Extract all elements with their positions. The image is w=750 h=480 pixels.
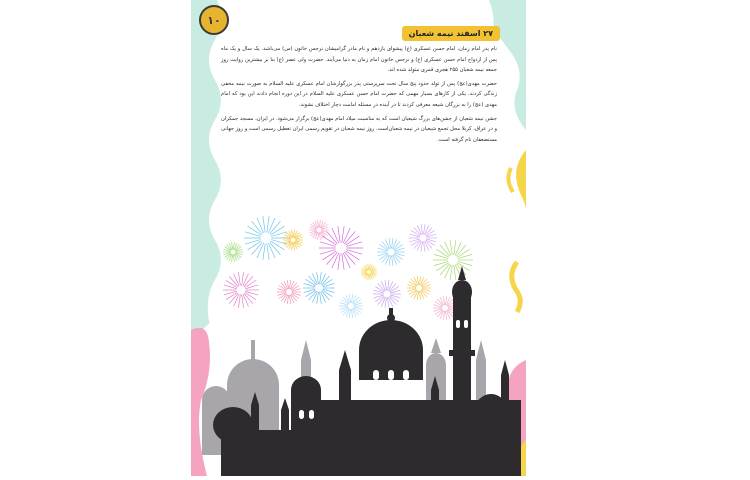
book-page [191, 0, 526, 476]
firework-burst [223, 242, 243, 262]
firework-burst [409, 224, 437, 252]
firework-burst [361, 264, 377, 280]
paragraph: نام پدر امام زمان، امام حسن عسکری (ع) پیشوای یازدهم و نام مادر گرامیشان نرجس خاتون (س) می‌باشد. یک سال و یک ماه پس از ازدواج امام حسن عسکری (ع) و نرجس خاتون امام زمان به دنیا می‌آیند. حضرت ولی عصر (ع) بنا بر بیشترین روایت روز جمعه نیمه شعبان ۲۵۵ هجری قمری متولد شده اند. [221, 46, 497, 74]
firework-burst [223, 272, 259, 308]
firework-burst [319, 226, 363, 270]
fireworks-illustration [223, 216, 473, 320]
page-title: ۲۷ اسفند نیمه شعبان [402, 26, 500, 41]
firework-burst [407, 276, 431, 300]
paragraph: جشن نیمه شعبان از جشن‌های بزرگ شیعیان است که به مناسبت میلاد امام مهدی(عج) برگزار می‌شود. در ایران، مسجد جمکران و در عراق، کربلا محل تجمع شیعیان در نیمه شعبان‌است. روز نیمه شعبان در تقویم رسمی ایران تعطیل رسمی است و روز جهانی مستضعفان نام گرفته است. [221, 115, 497, 143]
firework-burst [377, 238, 405, 266]
page-number-badge: ۱۰ [199, 5, 229, 35]
firework-burst [309, 220, 329, 240]
firework-burst [373, 280, 401, 308]
firework-burst [244, 216, 288, 260]
firework-burst [277, 280, 301, 304]
firework-burst [303, 272, 335, 304]
fireworks-mosque-illustration [191, 200, 526, 476]
yellow-streak [508, 168, 513, 192]
firework-burst [433, 240, 473, 280]
firework-burst [283, 230, 303, 250]
body-text [221, 44, 497, 148]
paragraph: حضرت مهدی(عج) پس از تولد حدود پنج سال تحت سرپرستی پدر بزرگوارشان امام عسکری علیه السلام به صورت نیمه مخفی زندگی کردند. یکی از کارهای بسیار مهمی که حضرت امام حسن عسکری علیه السلام در این دوره انجام دادند این بود که امام مهدی (عج) را به بزرگان شیعه معرفی کردند تا در آینده در مسئله امامت دچار اختلاف نشوند. [221, 80, 497, 108]
firework-burst [339, 294, 363, 318]
